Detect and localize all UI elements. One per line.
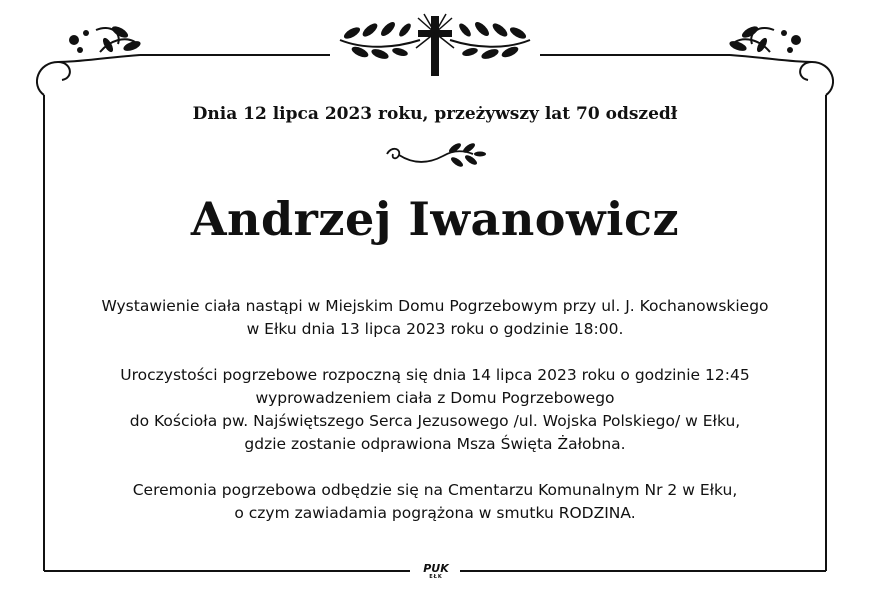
text-line: w Ełku dnia 13 lipca 2023 roku o godzinie 18:00. bbox=[246, 320, 624, 338]
company-logo bbox=[417, 563, 455, 580]
death-announcement-line: Dnia 12 lipca 2023 roku, przeżywszy lat 70 odszedł bbox=[192, 104, 678, 124]
cross-icon bbox=[416, 14, 454, 76]
swirl-ornament-icon bbox=[383, 140, 487, 174]
text-line: do Kościoła pw. Najświętszego Serca Jezusowego /ul. Wojska Polskiego/ w Ełku, bbox=[129, 412, 741, 430]
swirl-ornament-icon bbox=[730, 28, 833, 95]
text-line: o czym zawiadamia pogrążona w smutku RODZINA. bbox=[234, 504, 636, 522]
paragraph-funeral-mass bbox=[40, 364, 830, 456]
logo-sub-text: EŁK bbox=[429, 574, 443, 580]
swirl-ornament-icon bbox=[37, 28, 140, 95]
text-line: Wystawienie ciała nastąpi w Miejskim Domu Pogrzebowym przy ul. J. Kochanowskiego bbox=[101, 297, 769, 315]
text-line: gdzie zostanie odprawiona Msza Święta Żałobna. bbox=[244, 435, 626, 453]
text-line: Uroczystości pogrzebowe rozpoczną się dnia 14 lipca 2023 roku o godzinie 12:45 bbox=[120, 366, 750, 384]
deceased-name: Andrzej Iwanowicz bbox=[190, 192, 680, 246]
laurel-icon bbox=[340, 20, 420, 61]
logo-main-text: PUK bbox=[423, 562, 449, 575]
text-line: Ceremonia pogrzebowa odbędzie się na Cmentarzu Komunalnym Nr 2 w Ełku, bbox=[132, 481, 738, 499]
laurel-icon bbox=[450, 20, 530, 61]
obituary-body bbox=[40, 295, 830, 548]
paragraph-burial bbox=[40, 479, 830, 525]
paragraph-viewing bbox=[40, 295, 830, 341]
text-line: wyprowadzeniem ciała z Domu Pogrzebowego bbox=[255, 389, 615, 407]
